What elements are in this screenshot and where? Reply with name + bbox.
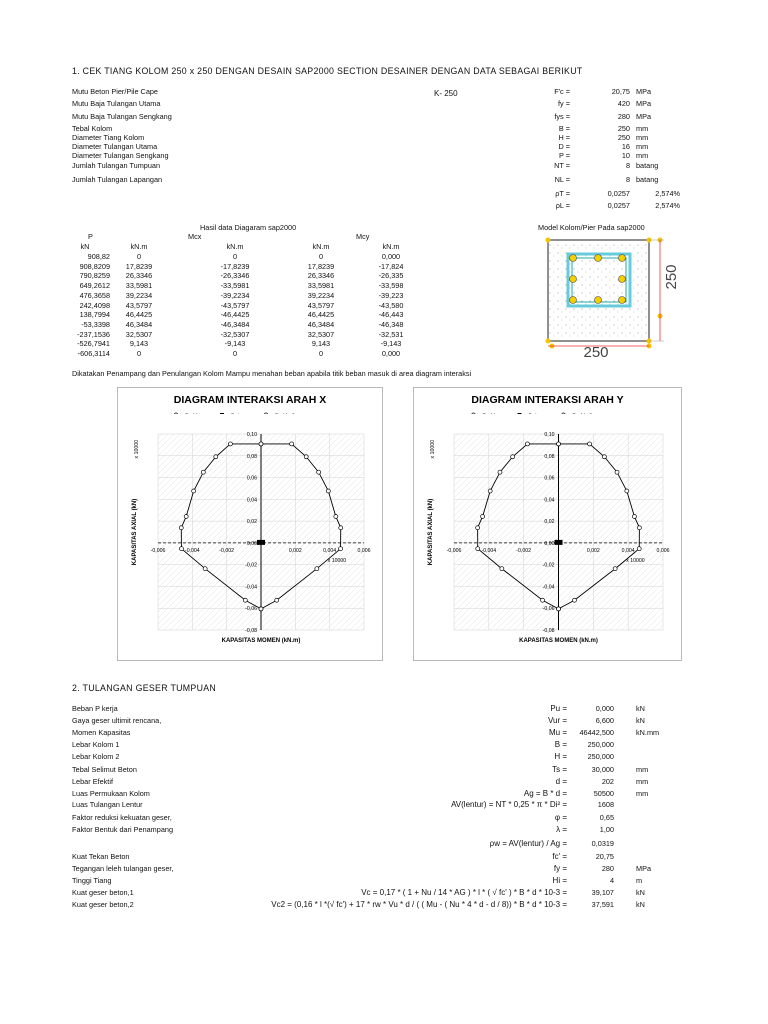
param-unit: mm: [636, 151, 649, 160]
table-cell: -606,3114: [77, 349, 110, 358]
table-cell: 0: [232, 252, 238, 261]
y-tick-label: -0,06: [542, 606, 555, 613]
param-percent: 2,574%: [655, 201, 680, 210]
x-axis-label: KAPASITAS MOMEN (kN.m): [519, 638, 598, 644]
table-cell: 33,5981: [307, 281, 335, 291]
param-label: Mutu Baja Tulangan Utama: [72, 99, 161, 108]
shear-value: 280: [601, 864, 614, 873]
table-cell: -46,348: [378, 319, 404, 329]
param-label: Diameter Tulangan Sengkang: [72, 151, 169, 160]
shear-value: 46442,500: [579, 728, 614, 737]
series-point: [637, 526, 641, 530]
chart-hatch: [484, 434, 680, 630]
x-axis-label: KAPASITAS MOMEN (kN.m): [221, 638, 301, 644]
param-symbol: F'c =: [554, 87, 570, 96]
table-cell: 39,2234: [307, 290, 335, 300]
param-unit: batang: [636, 161, 659, 170]
table-cell: -26,3346: [220, 271, 250, 281]
table-header: Mcx: [188, 232, 202, 241]
table-cell: 33,5981: [125, 281, 153, 291]
table-cell: -53,3398: [81, 319, 110, 329]
series-point: [637, 547, 641, 551]
shear-symbol: φ =: [554, 813, 567, 822]
table-cell: 0: [318, 252, 324, 261]
param-label: Mutu Beton Pier/Pile Cape: [72, 87, 158, 96]
table-cell: 46,4425: [307, 310, 335, 320]
x-tick-label: -0,004: [184, 547, 200, 554]
shear-symbol: B =: [554, 740, 567, 749]
chart-hatch: [218, 434, 382, 630]
shear-value: 0,0319: [591, 839, 614, 848]
param-symbol: ρL =: [555, 201, 570, 210]
shear-value: 250,000: [587, 740, 614, 749]
table-cell: -17,824: [378, 261, 404, 271]
y-tick-label: -0,02: [245, 562, 257, 569]
param-symbol: D =: [558, 142, 570, 151]
series-point: [339, 547, 343, 551]
shear-label: Lebar Kolom 1: [72, 740, 120, 749]
chart-hatch: [236, 434, 382, 630]
table-cell: 476,3658: [79, 290, 110, 300]
series-point: [304, 455, 308, 459]
table-cell: 0: [136, 252, 142, 261]
param-value: 8: [625, 161, 630, 170]
chart-hatch: [140, 434, 336, 630]
shear-value: 1,00: [599, 825, 614, 834]
param-percent: 2,574%: [655, 189, 680, 198]
chart-mask: [454, 414, 663, 434]
shear-label: Momen Kapasitas: [72, 728, 131, 737]
shear-formula: Vc = 0,17 * ( 1 + Nu / 14 * AG ) * l * ( √ fc' ) * B * d * 10-3 =: [361, 888, 567, 897]
shear-unit: mm: [636, 789, 649, 798]
x-tick-label: 0,004: [621, 547, 635, 554]
param-label: Mutu Baja Tulangan Sengkang: [72, 112, 172, 121]
series-point: [632, 514, 636, 518]
x-tick-label: 0,006: [357, 547, 371, 554]
y-tick-label: 0,02: [544, 519, 555, 526]
x-tick-label: -0,006: [150, 547, 166, 554]
y-tick-label: 0,08: [246, 453, 257, 460]
table-cell: -33,598: [378, 281, 404, 291]
param-label: Diameter Tiang Kolom: [72, 133, 145, 142]
section1-title: 1. CEK TIANG KOLOM 250 x 250 DENGAN DESAIN SAP2000 SECTION DESAINER DENGAN DATA SEBAGAI BERIKUT: [72, 66, 583, 76]
table-title: Hasil data Diagaram sap2000: [200, 223, 297, 232]
series-point: [290, 442, 294, 446]
y-axis-label: KAPASITAS AXIAL (kN): [428, 498, 434, 566]
shear-label: Kuat geser beton,2: [72, 900, 134, 909]
param-value: 250: [617, 133, 630, 142]
chart-hatch: [544, 434, 681, 630]
concrete-grade: K- 250: [434, 89, 458, 98]
shear-formula: Vc2 = (0,16 * l *(√ fc') + 17 * rw * Vu * d / ( ( Mu - ( Nu * 4 * d - d / 8)) * B * d * 10-3 =: [271, 900, 567, 909]
load-point-marker: [555, 540, 563, 545]
model-title: Model Kolom/Pier Pada sap2000: [538, 223, 645, 232]
series-point: [476, 547, 480, 551]
param-symbol: B =: [558, 124, 570, 133]
model-dim-h: 250: [663, 264, 680, 290]
series-point: [228, 442, 232, 446]
table-cell: 908,8209: [79, 261, 110, 271]
shear-value: 4: [609, 876, 614, 885]
table-cell: 46,3484: [307, 319, 335, 329]
series-point: [615, 470, 619, 474]
chart-title: DIAGRAM INTERAKSI ARAH X: [173, 394, 327, 406]
y-tick-label: 0,06: [246, 475, 257, 482]
series-point: [613, 567, 617, 571]
series-point: [326, 489, 330, 493]
table-cell: 908,82: [87, 252, 110, 261]
table-cell: 0,000: [381, 252, 401, 261]
series-point: [557, 442, 561, 446]
chart-hatch: [182, 434, 378, 630]
series-point: [557, 607, 561, 611]
shear-value: 50500: [593, 789, 614, 798]
series-point: [498, 470, 502, 474]
table-cell: 32,5307: [307, 329, 335, 339]
table-unit: kN.m: [312, 242, 330, 251]
shear-value: 39,107: [591, 888, 614, 897]
param-value: 420: [617, 99, 630, 108]
shear-unit: kN: [636, 704, 645, 713]
series-point: [481, 514, 485, 518]
table-cell: 43,5797: [307, 300, 335, 310]
table-cell: 649,2612: [79, 281, 110, 291]
table-cell: 17,8239: [307, 261, 335, 271]
shear-unit: m: [636, 876, 643, 885]
y-tick-label: -0,08: [542, 628, 555, 634]
series-point: [511, 455, 515, 459]
chart-mask: [663, 414, 681, 650]
table-cell: 9,143: [129, 339, 149, 349]
param-symbol: P =: [558, 151, 570, 160]
chart-x-container: [117, 387, 383, 661]
param-value: 16: [621, 142, 630, 151]
chart-hatch: [254, 434, 382, 630]
chart-hatch: [442, 434, 638, 630]
table-cell: 26,3346: [125, 271, 153, 281]
shear-label: Lebar Efektif: [72, 777, 113, 786]
series-point: [500, 567, 504, 571]
table-cell: 0: [318, 349, 324, 358]
shear-value: 0,000: [595, 704, 614, 713]
shear-value: 202: [601, 777, 614, 786]
shear-value: 250,000: [587, 752, 614, 761]
shear-symbol: λ =: [556, 825, 567, 834]
table-unit: kN.m: [130, 242, 148, 251]
series-point: [334, 514, 338, 518]
shear-label: Luas Tulangan Lentur: [72, 800, 143, 809]
table-header: Mcy: [356, 232, 370, 241]
table-unit: kN.m: [226, 242, 244, 251]
x-tick-label: 0,002: [586, 547, 600, 554]
y-tick-label: -0,02: [542, 562, 555, 569]
series-point: [476, 526, 480, 530]
param-symbol: ρT =: [555, 189, 570, 198]
shear-symbol: d =: [555, 777, 567, 786]
shear-unit: kN.mm: [636, 728, 660, 737]
series-point: [201, 470, 205, 474]
shear-unit: mm: [636, 765, 649, 774]
table-cell: -17,8239: [220, 261, 250, 271]
chart-hatch: [188, 434, 382, 630]
shear-unit: kN: [636, 888, 645, 897]
chart-title: DIAGRAM INTERAKSI ARAH Y: [471, 394, 624, 406]
table-unit: kN.m: [382, 242, 400, 251]
y-tick-label: 0,04: [544, 497, 555, 504]
shear-unit: kN: [636, 716, 645, 725]
param-unit: MPa: [636, 112, 652, 121]
series-point: [588, 442, 592, 446]
chart-mask: [364, 414, 382, 650]
x-tick-label: -0,006: [446, 547, 462, 554]
table-cell: -43,5797: [220, 300, 250, 310]
shear-symbol: Pu =: [550, 704, 567, 713]
y-tick-label: 0,10: [246, 432, 257, 438]
table-cell: -43,580: [378, 300, 404, 310]
table-cell: 43,5797: [125, 300, 153, 310]
series-point: [339, 526, 343, 530]
series-point: [488, 489, 492, 493]
table-cell: -39,223: [378, 290, 404, 300]
table-cell: 138,7994: [79, 310, 110, 320]
param-symbol: NL =: [554, 175, 570, 184]
table-cell: 46,3484: [125, 319, 153, 329]
y-tick-label: -0,04: [542, 584, 555, 591]
param-unit: mm: [636, 124, 649, 133]
table-cell: 46,4425: [125, 310, 153, 320]
chart-hatch: [158, 434, 354, 630]
shear-symbol: H =: [554, 752, 567, 761]
param-unit: MPa: [636, 87, 652, 96]
table-cell: 0,000: [381, 349, 401, 358]
table-cell: -46,3484: [220, 319, 250, 329]
y-axis-label: KAPASITAS AXIAL (kN): [132, 498, 138, 566]
param-value: 0,0257: [607, 201, 630, 210]
shear-label: Tegangan leleh tulangan geser,: [72, 864, 174, 873]
series-point: [203, 567, 207, 571]
param-value: 8: [625, 175, 630, 184]
table-cell: 242,4098: [79, 300, 110, 310]
series-line: [261, 444, 341, 609]
y-tick-label: 0,00: [544, 540, 555, 547]
series-point: [541, 598, 545, 602]
shear-symbol: ρw = AV(lentur) / Ag =: [489, 839, 567, 848]
x-tick-label: -0,004: [481, 547, 497, 554]
series-point: [179, 526, 183, 530]
table-cell: -26,335: [378, 271, 404, 281]
series-point: [275, 598, 279, 602]
table-cell: 0: [136, 349, 142, 358]
shear-label: Faktor Bentuk dari Penampang: [72, 825, 173, 834]
shear-symbol: fc' =: [552, 852, 567, 861]
y-tick-label: -0,06: [245, 606, 257, 613]
shear-symbol: Vur =: [547, 716, 567, 725]
table-header: P: [88, 232, 93, 241]
chart-hatch: [472, 434, 668, 630]
series-point: [214, 455, 218, 459]
chart-hatch: [176, 434, 372, 630]
chart-interaction-y: [414, 388, 681, 660]
series-point: [317, 470, 321, 474]
table-cell: 26,3346: [307, 271, 335, 281]
y-tick-label: -0,04: [245, 584, 257, 591]
series-point: [525, 442, 529, 446]
chart-mask: [158, 414, 364, 434]
y-tick-label: 0,00: [246, 540, 257, 547]
table-cell: -46,4425: [220, 310, 250, 320]
param-symbol: H =: [558, 133, 570, 142]
shear-symbol: Mu =: [548, 728, 567, 737]
shear-value: 20,75: [595, 852, 614, 861]
x-multiplier: x 10000: [327, 557, 347, 564]
table-cell: -32,531: [378, 329, 404, 339]
series-point: [315, 567, 319, 571]
y-tick-label: 0,02: [246, 519, 257, 526]
shear-symbol: Ag = B * d =: [523, 789, 567, 798]
param-value: 0,0257: [607, 189, 630, 198]
table-cell: 32,5307: [125, 329, 153, 339]
chart-interaction-x: [118, 388, 382, 660]
shear-label: Faktor reduksi kekuatan geser,: [72, 813, 172, 822]
shear-value: 1608: [597, 800, 614, 809]
shear-label: Beban P kerja: [72, 704, 118, 713]
chart-hatch: [194, 434, 382, 630]
param-unit: mm: [636, 133, 649, 142]
table-cell: -39,2234: [220, 290, 250, 300]
table-cell: -237,1536: [77, 329, 110, 339]
table-unit: kN: [80, 242, 90, 251]
chart-hatch: [466, 434, 662, 630]
chart-hatch: [134, 434, 330, 630]
y-tick-label: 0,04: [246, 497, 257, 504]
shear-unit: mm: [636, 777, 649, 786]
shear-value: 0,65: [599, 813, 614, 822]
shear-symbol: AV(lentur) = NT * 0,25 * π * Di² =: [451, 800, 567, 809]
x-tick-label: 0,002: [288, 547, 302, 554]
chart-hatch: [454, 434, 650, 630]
shear-label: Kuat geser beton,1: [72, 888, 134, 897]
y-tick-label: 0,08: [544, 453, 555, 460]
x-tick-label: 0,006: [656, 547, 670, 554]
model-dim-b: 250: [583, 344, 609, 360]
table-cell: 39,2234: [125, 290, 153, 300]
param-unit: MPa: [636, 99, 652, 108]
shear-label: Tinggi Tiang: [72, 876, 112, 885]
param-value: 20,75: [611, 87, 630, 96]
series-point: [192, 489, 196, 493]
table-cell: 17,8239: [125, 261, 153, 271]
section2-title: 2. TULANGAN GESER TUMPUAN: [72, 683, 217, 693]
param-value: 250: [617, 124, 630, 133]
load-point-marker: [257, 540, 265, 545]
table-cell: -9,143: [224, 339, 246, 349]
param-symbol: NT =: [554, 161, 570, 170]
x-tick-label: -0,002: [219, 547, 235, 554]
chart-hatch: [212, 434, 382, 630]
table-cell: 790,8259: [79, 271, 110, 281]
shear-value: 30,000: [591, 765, 614, 774]
series-point: [243, 598, 247, 602]
column-section-model: [540, 234, 690, 360]
param-label: Jumlah Tulangan Lapangan: [72, 175, 163, 184]
shear-label: Kuat Tekan Beton: [72, 852, 130, 861]
y-multiplier: x 10000: [134, 440, 140, 459]
y-tick-label: 0,06: [544, 475, 555, 482]
chart-hatch: [170, 434, 366, 630]
series-point: [602, 455, 606, 459]
x-tick-label: -0,002: [516, 547, 532, 554]
series-point: [625, 489, 629, 493]
chart-hatch: [164, 434, 360, 630]
param-label: Tebal Kolom: [72, 124, 113, 133]
series-point: [572, 598, 576, 602]
x-multiplier: x 10000: [626, 557, 645, 564]
shear-symbol: fy =: [553, 864, 567, 873]
table-cell: 9,143: [311, 339, 331, 349]
table-cell: -526,7941: [77, 339, 110, 349]
param-value: 10: [621, 151, 630, 160]
shear-label: Lebar Kolom 2: [72, 752, 120, 761]
table-cell: 0: [232, 349, 238, 358]
series-point: [259, 607, 263, 611]
shear-value: 6,600: [595, 716, 614, 725]
interaction-note: Dikatakan Penampang dan Penulangan Kolom Mampu menahan beban apabila titik beban masuk di area diagram interaksi: [72, 369, 472, 378]
param-value: 280: [617, 112, 630, 121]
param-unit: mm: [636, 142, 649, 151]
param-unit: batang: [636, 175, 659, 184]
shear-unit: MPa: [636, 864, 652, 873]
series-point: [179, 547, 183, 551]
chart-hatch: [436, 434, 632, 630]
shear-unit: kN: [636, 900, 645, 909]
shear-label: Luas Permukaan Kolom: [72, 789, 150, 798]
y-multiplier: x 10000: [430, 440, 436, 459]
series-point: [259, 442, 263, 446]
table-cell: -9,143: [380, 339, 402, 349]
shear-label: Tebal Selimut Beton: [72, 765, 137, 774]
shear-symbol: Hi =: [552, 876, 567, 885]
param-label: Diameter Tulangan Utama: [72, 142, 158, 151]
table-cell: -46,443: [378, 310, 404, 320]
shear-label: Gaya geser ultimit rencana,: [72, 716, 162, 725]
series-point: [184, 514, 188, 518]
chart-hatch: [430, 434, 626, 630]
param-label: Jumlah Tulangan Tumpuan: [72, 161, 161, 170]
param-symbol: fy =: [558, 99, 570, 108]
shear-symbol: Ts =: [552, 765, 567, 774]
table-cell: -33,5981: [220, 281, 250, 291]
param-symbol: fys =: [554, 112, 570, 121]
y-tick-label: -0,08: [245, 628, 257, 634]
chart-y-container: [413, 387, 682, 661]
y-tick-label: 0,10: [544, 432, 555, 438]
table-cell: -32,5307: [220, 329, 250, 339]
shear-value: 37,591: [591, 900, 614, 909]
x-tick-label: 0,004: [323, 547, 337, 554]
